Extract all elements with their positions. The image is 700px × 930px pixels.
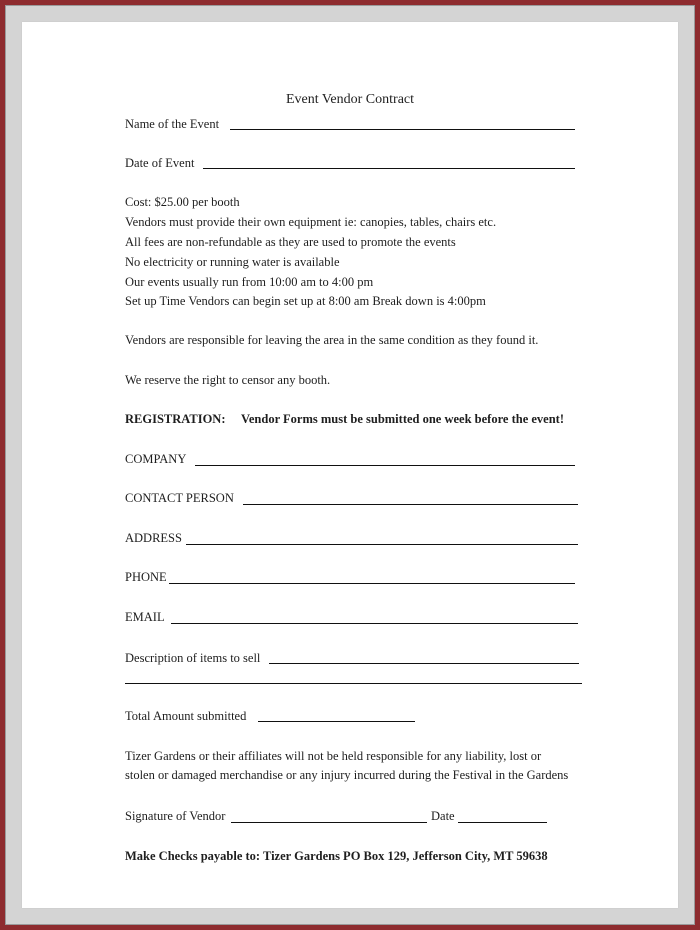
contact-person-blank[interactable] — [243, 504, 578, 505]
info-electricity: No electricity or running water is available — [125, 255, 340, 269]
event-date-blank[interactable] — [203, 168, 575, 169]
description-label: Description of items to sell — [125, 651, 261, 665]
document-title: Event Vendor Contract — [285, 92, 415, 107]
signature-label: Signature of Vendor — [125, 809, 226, 823]
total-amount-label: Total Amount submitted — [125, 709, 247, 723]
signature-blank[interactable] — [231, 822, 427, 823]
info-hours: Our events usually run from 10:00 am to 4:00 pm — [125, 275, 374, 289]
info-cost: Cost: $25.00 per booth — [125, 195, 240, 209]
registration-heading: REGISTRATION: — [125, 412, 226, 426]
phone-label: PHONE — [125, 570, 167, 584]
info-fees: All fees are non-refundable as they are used to promote the events — [125, 235, 456, 249]
censor-text: We reserve the right to censor any booth. — [125, 373, 331, 387]
contact-person-label: CONTACT PERSON — [125, 491, 234, 505]
registration-note: Vendor Forms must be submitted one week before the event! — [241, 412, 565, 426]
description-blank-1[interactable] — [269, 663, 579, 664]
date-blank[interactable] — [458, 822, 547, 823]
address-label: ADDRESS — [125, 531, 182, 545]
liability-line-1: Tizer Gardens or their affiliates will not be held responsible for any liability, lost or — [125, 749, 542, 763]
info-equipment: Vendors must provide their own equipment ie: canopies, tables, chairs etc. — [125, 215, 497, 229]
address-blank[interactable] — [186, 544, 578, 545]
description-blank-2[interactable] — [125, 683, 582, 684]
total-amount-blank[interactable] — [258, 721, 415, 722]
company-label: COMPANY — [125, 452, 187, 466]
event-date-label: Date of Event — [125, 156, 195, 170]
info-setup: Set up Time Vendors can begin set up at 8:00 am Break down is 4:00pm — [125, 294, 486, 308]
event-name-label: Name of the Event — [125, 117, 220, 131]
date-label: Date — [431, 809, 455, 823]
email-blank[interactable] — [171, 623, 578, 624]
company-blank[interactable] — [195, 465, 575, 466]
event-name-blank[interactable] — [230, 129, 575, 130]
responsibility-text: Vendors are responsible for leaving the area in the same condition as they found it. — [125, 333, 539, 347]
liability-line-2: stolen or damaged merchandise or any injury incurred during the Festival in the Gardens — [125, 768, 569, 782]
phone-blank[interactable] — [169, 583, 575, 584]
email-label: EMAIL — [125, 610, 165, 624]
payment-instructions: Make Checks payable to: Tizer Gardens PO Box 129, Jefferson City, MT 59638 — [125, 849, 548, 863]
